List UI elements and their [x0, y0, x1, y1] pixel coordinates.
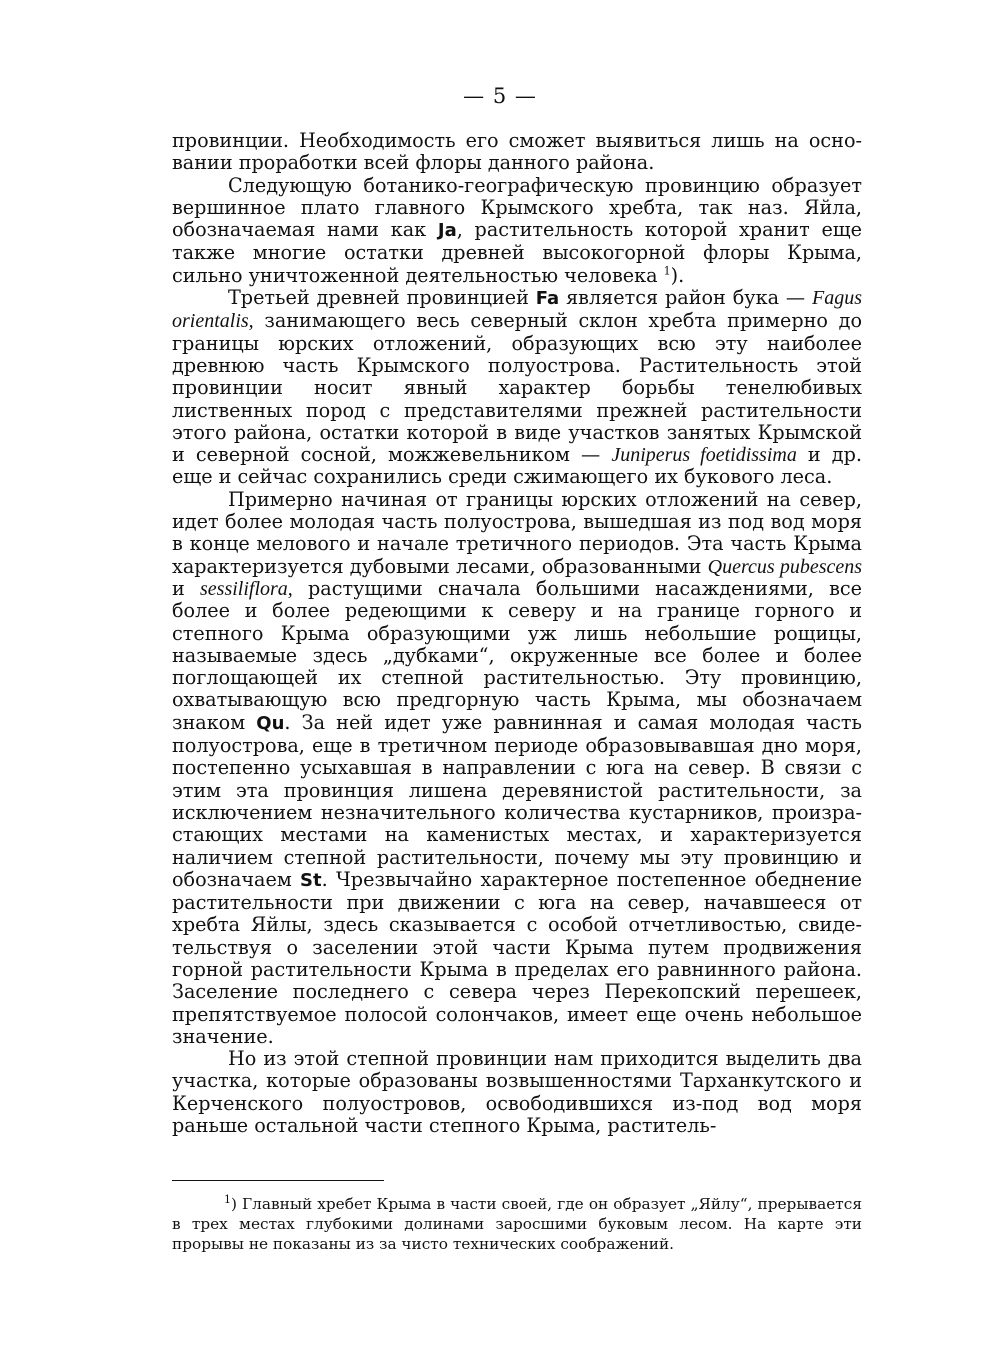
footnote	[172, 1194, 862, 1254]
text-run: провинции. Необходимость его сможет выявиться лишь на основании проработки всей флоры данного района.	[172, 129, 862, 175]
text-run: занимающего весь северный склон хребта примерно до границы юрских отложений, образующих всю эту наиболее древнюю часть Крымского полуострова. Растительность этой провинции носит явный характер борьбы тенелюбивых лиственных пород с представителями прежней растительности этого района, остатки которой в виде участков занятых Крымской и северной сосной, можжевельником —	[172, 309, 862, 467]
text-run: Третьей древней провинцией	[228, 286, 536, 310]
footnote-divider	[172, 1180, 384, 1181]
latin-species-name: Quercus pubescens	[707, 555, 863, 578]
text-run: является район бука —	[559, 286, 812, 310]
latin-species-name: Fagus orientalis,	[172, 287, 862, 333]
text-run: . За ней идет уже равнинная и самая молодая часть полуострова, еще в третичном периоде образовывавшая дно моря, постепенно усыхавшая в направлении с юга на север. В связи с этим эта провинция лишена деревянистой растительности, за исключением незначительного количества кустарников, произрастающих местами на каменистых местах, и характеризуется наличием степной растительности, почему мы эту провинцию и обозначаем	[172, 710, 862, 891]
footnote-marker: 1	[224, 1192, 231, 1206]
text-run: Примерно начиная от границы юрских отложений на север, идет более молодая часть полуострова, вышедшая из под вод моря в конце мелового и начале третичного периодов. Эта часть Крыма характеризуется дубовыми лесами, образованными	[172, 487, 862, 578]
text-run: ).	[670, 263, 685, 287]
paragraph	[172, 175, 862, 287]
province-code: Qu	[256, 712, 285, 734]
text-run: , растительность которой хранит еще также многие остатки древней высокогорной флоры Крыма, сильно уничтоженной деятельностью человека	[172, 218, 862, 287]
province-code: Fa	[535, 288, 560, 310]
text-run: и др. еще и сейчас сохранились среди сжимающего их букового леса.	[172, 443, 862, 489]
paragraph	[172, 130, 862, 175]
latin-species-name: Juniperus foetidissima	[611, 444, 797, 467]
province-code: St	[300, 869, 322, 891]
footnote-marker: 1	[663, 264, 671, 278]
text-run: и	[172, 576, 200, 600]
page-number: — 5 —	[463, 84, 537, 108]
text-run: ) Главный хребет Крыма в части своей, где он образует „Яйлу“, прерывается в трех местах глубокими долинами заросшими буковым лесом. На карте эти прорывы не показаны из за чисто технических соображений.	[172, 1195, 862, 1253]
text-run: Следующую ботанико-географическую провинцию образует вершинное плато главного Крымского хребта, так наз. Яйла, обозначаемая нами как	[172, 173, 862, 242]
paragraph	[172, 1048, 862, 1137]
paragraph	[172, 489, 862, 1048]
paragraph	[172, 287, 862, 489]
text-run: растущими сначала большими насаждениями, все более и более редеющими к северу и на границе горного и степного Крыма образующими уж лишь небольшие рощицы, называемые здесь „дубками“, окруженные все более и более поглощающей их степной растительностью. Эту провинцию, охватывающую всю предгорную часть Крыма, мы обозначаем знаком	[172, 576, 862, 734]
text-run: . Чрезвычайно характерное постепенное обеднение растительности при движении с юга на север, начавшееся от хребта Яйлы, здесь сказывается с особой отчетливостью, свидетельствуя о заселении этой части Крыма путем продвижения горной растительности Крыма в пределах его равнинного района. Заселение последнего с севера через Перекопский перешеек, препятствуемое полосой солончаков, имеет еще очень небольшое значение.	[172, 867, 862, 1048]
latin-species-name: sessiliflora,	[200, 577, 293, 600]
footnote-text	[172, 1194, 862, 1254]
body-text	[172, 130, 862, 1137]
province-code: Ja	[437, 220, 457, 242]
text-run: Но из этой степной провинции нам приходится выделить два участка, которые образованы возвышенностями Тарханкутского и Керченского полуостровов, освободившихся из-под вод моря раньше остальной части степного Крыма, раститель-	[172, 1047, 862, 1138]
